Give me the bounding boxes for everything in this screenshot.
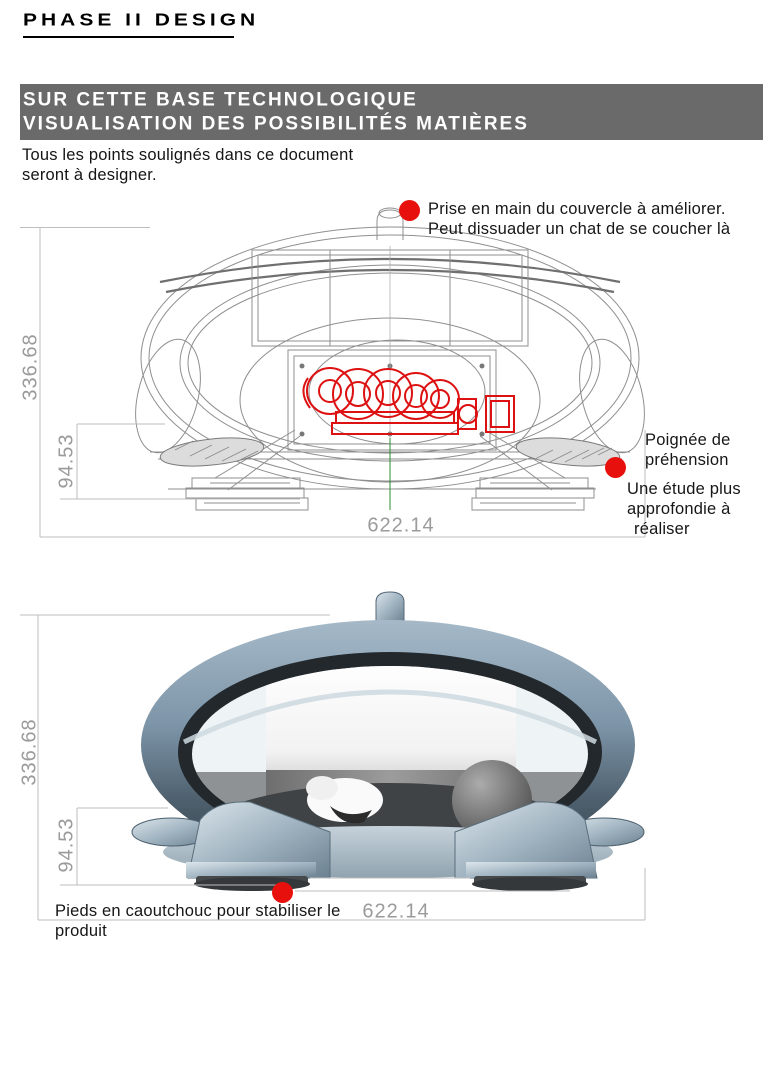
phase-ii-design-logo: PHASE II DESIGN xyxy=(23,10,260,30)
section-banner xyxy=(20,84,763,140)
logo-underline xyxy=(23,36,234,38)
dimension-foot-height-top-drawing: 94.53 xyxy=(55,433,78,489)
banner-title-line1: SUR CETTE BASE TECHNOLOGIQUE xyxy=(23,89,418,111)
annotation-study-line2: approfondie à xyxy=(627,500,731,518)
dimension-height-bottom-drawing: 336.68 xyxy=(18,718,41,786)
dimension-height-top-drawing: 336.68 xyxy=(19,333,42,401)
rendered-drawing xyxy=(132,592,644,907)
annotation-lid-line1: Prise en main du couvercle à améliorer. xyxy=(428,200,726,218)
red-dot-marker-feet xyxy=(272,882,293,903)
annotation-handle-line1: Poignée de xyxy=(645,431,731,449)
dimension-foot-height-bottom-drawing: 94.53 xyxy=(55,817,78,873)
annotation-feet-line2: produit xyxy=(55,922,107,940)
dimension-width-top-drawing: 622.14 xyxy=(367,514,435,537)
annotation-study-line3: réaliser xyxy=(634,520,690,538)
red-dot-marker-lid xyxy=(399,200,420,221)
intro-line1: Tous les points soulignés dans ce document xyxy=(22,146,354,164)
intro-line2: seront à designer. xyxy=(22,165,157,184)
wireframe-red-components xyxy=(303,368,514,434)
red-dot-marker-handle xyxy=(605,457,626,478)
dimension-lines-top xyxy=(20,228,645,538)
wireframe-drawing xyxy=(125,208,655,510)
annotation-study xyxy=(627,479,741,539)
annotation-lid xyxy=(428,199,730,239)
annotation-lid-line2: Peut dissuader un chat de se coucher là xyxy=(428,220,731,238)
annotation-handle-line2: préhension xyxy=(645,451,729,469)
annotation-study-line1: Une étude plus xyxy=(627,480,741,498)
intro-text xyxy=(22,146,353,185)
annotation-feet-line1: Pieds en caoutchouc pour stabiliser le xyxy=(55,902,341,920)
dimension-width-bottom-drawing: 622.14 xyxy=(362,900,430,923)
annotation-feet xyxy=(55,901,341,941)
annotation-handle xyxy=(645,430,731,470)
banner-title-line2: VISUALISATION DES POSSIBILITÉS MATIÈRES xyxy=(23,113,529,135)
